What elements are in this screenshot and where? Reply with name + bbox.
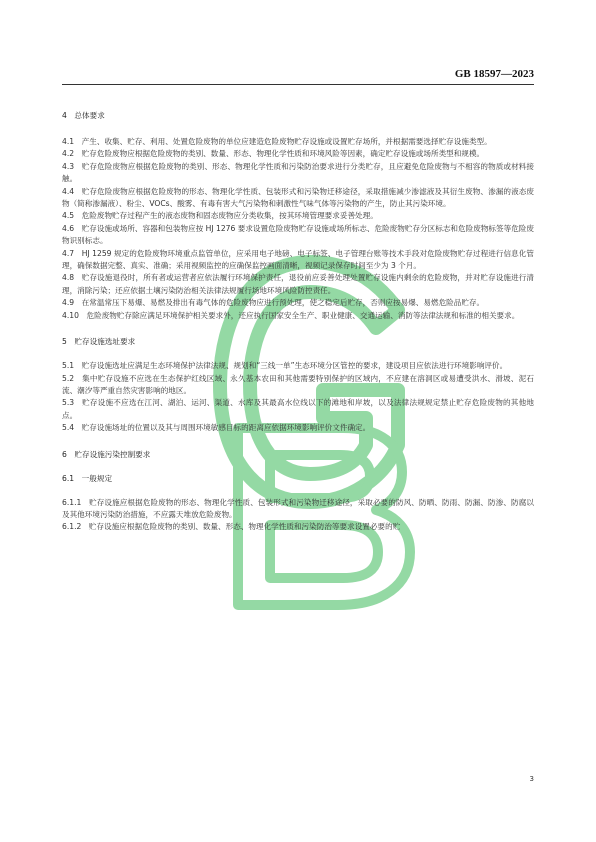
paragraph-5-3: 5.3 贮存设施不应选在江河、湖泊、运河、渠道、水库及其最高水位线以下的滩地和岸坡，以及法律法规规定禁止贮存危险废物的其他地点。 — [62, 398, 534, 420]
paragraph-5-4: 5.4 贮存设施场址的位置以及其与周围环境敏感目标的距离应依据环境影响评价文件确定。 — [62, 423, 371, 433]
header-rule — [62, 84, 534, 85]
document-body — [62, 96, 534, 534]
paragraph-4-10: 4.10 危险废物贮存除应满足环境保护相关要求外，还应执行国家安全生产、职业健康、交通运输、消防等法律法规和标准的相关要求。 — [62, 310, 520, 320]
paragraph-4-2: 4.2 贮存危险废物应根据危险废物的类别、数量、形态、物理化学性质和环境风险等因素，确定贮存设施或场所类型和规模。 — [62, 149, 485, 159]
paragraph-4-1: 4.1 产生、收集、贮存、利用、处置危险废物的单位应建造危险废物贮存设施或设置贮存场所，并根据需要选择贮存设施类型。 — [62, 137, 492, 146]
paragraph-4-5: 4.5 危险废物贮存过程产生的液态废物和固态废物应分类收集，按其环境管理要求妥善处理。 — [62, 211, 378, 221]
section-heading-4: 4 总体要求 — [62, 111, 105, 120]
section-heading-5: 5 贮存设施选址要求 — [62, 337, 136, 347]
paragraph-4-9: 4.9 在常温常压下易爆、易燃及排出有毒气体的危险废物应进行预处理，使之稳定后贮存，否则应按易爆、易燃危险品贮存。 — [62, 298, 485, 308]
standard-code: GB 18597—2023 — [454, 68, 534, 80]
section-heading-6-1: 6.1 一般规定 — [62, 473, 113, 483]
paragraph-5-1: 5.1 贮存设施选址应满足生态环境保护法律法规、规划和“三线一单”生态环境分区管控的要求，建设项目应依法进行环境影响评价。 — [62, 361, 508, 371]
paragraph-4-3: 4.3 贮存危险废物应根据危险废物的类别、形态、物理化学性质和污染防治要求进行分类贮存，且应避免危险废物与不相容的物质或材料接触。 — [62, 161, 534, 184]
paragraph-4-6: 4.6 贮存设施或场所、容器和包装物应按 HJ 1276 要求设置危险废物贮存设施或场所标志、危险废物贮存分区标志和危险废物标签等危险废物识别标志。 — [62, 223, 534, 246]
paragraph-4-4: 4.4 贮存危险废物应根据危险废物的形态、物理化学性质、包装形式和污染物迁移途径，采取措施减少渗滤液及其衍生废物、渗漏的液态废物（简称渗漏液）、粉尘、VOCs、酸雾、有毒有害大气污染物和刺激性气味气体等污染物的产生，防止其污染环境。 — [62, 186, 534, 209]
paragraph-4-7: 4.7 HJ 1259 规定的危险废物环境重点监管单位，应采用电子地磅、电子标签、电子管理台账等技术手段对危险废物贮存过程进行信息化管理，确保数据完整、真实、准确；采用视频监控的应确保监控画面清晰，视频记录保存时间至少为 3 个月。 — [62, 248, 534, 271]
paragraph-6-1-1: 6.1.1 贮存设施应根据危险废物的形态、物理化学性质、包装形式和污染物迁移途径，采取必要的防风、防晒、防雨、防漏、防渗、防腐以及其他环境污染防治措施，不应露天堆放危险废物。 — [62, 497, 534, 519]
paragraph-5-2: 5.2 集中贮存设施不应选在生态保护红线区域、永久基本农田和其他需要特别保护的区域内，不应建在溶洞区或易遭受洪水、滑坡、泥石流、潮汐等严重自然灾害影响的地区。 — [62, 373, 534, 395]
page-number: 3 — [529, 775, 534, 783]
section-heading-6: 6 贮存设施污染控制要求 — [62, 449, 151, 459]
paragraph-6-1-2: 6.1.2 贮存设施应根据危险废物的类别、数量、形态、物理化学性质和污染防治等要求设置必要的贮 — [62, 522, 401, 532]
paragraph-4-8: 4.8 贮存设施退役时，所有者或运营者应依法履行环境保护责任，退役前应妥善处理处置贮存设施内剩余的危险废物，并对贮存设施进行清理，消除污染；还应依据土壤污染防治相关法律法规履行场地环境风险防控责任。 — [62, 273, 534, 295]
